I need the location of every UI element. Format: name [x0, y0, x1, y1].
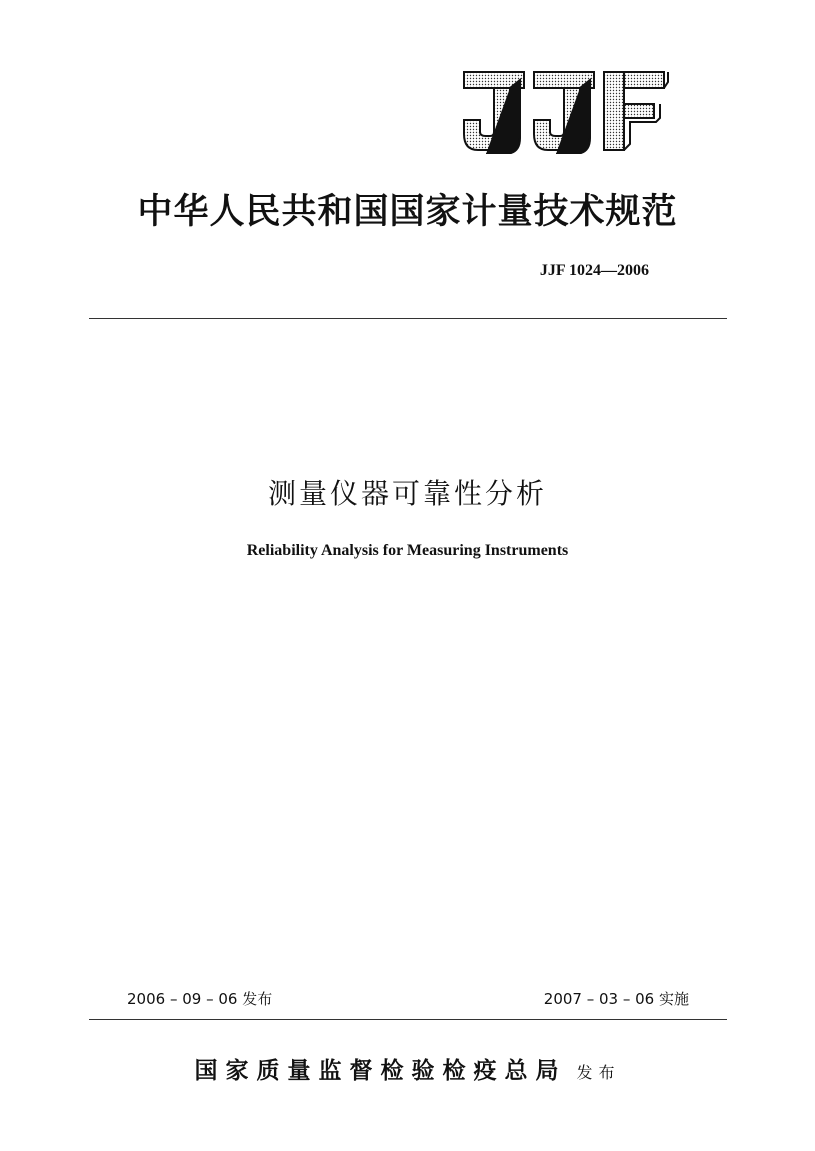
- publish-label: 发布: [576, 1063, 621, 1082]
- publisher-name: 国家质量监督检验检疫总局: [194, 1057, 567, 1084]
- standard-title: 中华人民共和国国家计量技术规范: [137, 191, 678, 232]
- issue-date: 2006 – 09 – 06 发布: [127, 990, 273, 1008]
- document-title: 测量仪器可靠性分析: [267, 477, 547, 510]
- publisher-line: [0, 1052, 815, 1085]
- effective-date: 2007 – 03 – 06 实施: [543, 990, 689, 1008]
- standard-code: JJF 1024—2006: [539, 262, 649, 279]
- top-divider: [89, 318, 727, 319]
- jjf-logo: [460, 68, 670, 154]
- document-subtitle: Reliability Analysis for Measuring Instruments: [246, 542, 569, 559]
- bottom-divider: [89, 1019, 727, 1020]
